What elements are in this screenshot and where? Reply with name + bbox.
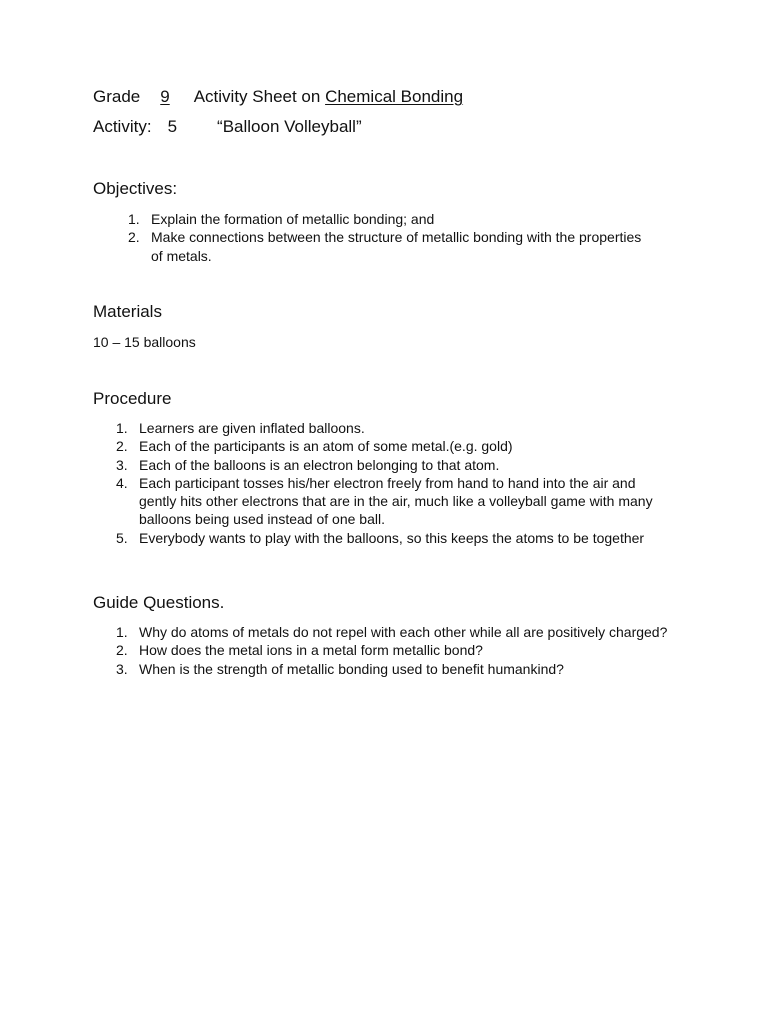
list-item-number: 4.	[116, 474, 128, 491]
list-item-text: Each of the participants is an atom of some metal.(e.g. gold)	[139, 438, 513, 455]
list-item-number: 3.	[116, 660, 128, 677]
list-item-text: Explain the formation of metallic bonding; and	[151, 211, 435, 227]
grade-label: Grade	[93, 87, 141, 106]
materials-heading: Materials	[93, 302, 162, 321]
guide-questions-heading: Guide Questions.	[93, 593, 225, 612]
list-item-number: 2.	[116, 438, 128, 455]
list-item-number: 2.	[116, 642, 128, 659]
list-item-text: Make connections between the structure of metallic bonding with the properties of metals.	[151, 229, 642, 264]
list-item-text: Each of the balloons is an electron belonging to that atom.	[139, 456, 500, 473]
list-item-number: 5.	[116, 529, 128, 546]
list-item-text: Learners are given inflated balloons.	[139, 420, 365, 436]
list-item	[128, 210, 648, 228]
list-item-text: Why do atoms of metals do not repel with each other while all are positively charged?	[139, 624, 668, 640]
procedure-list	[116, 419, 676, 547]
list-item	[128, 228, 648, 265]
procedure-heading: Procedure	[93, 389, 172, 408]
list-item-number: 1.	[128, 211, 140, 227]
activity-number: 5	[167, 117, 178, 136]
list-item-text: Each participant tosses his/her electron freely from hand to hand into the air and gently hits other electrons that are in the air, much like a volleyball game with many balloons being used instead of one ball.	[139, 474, 653, 528]
sheet-label: Activity Sheet on	[193, 87, 321, 106]
list-item-text: Everybody wants to play with the balloons, so this keeps the atoms to be together	[139, 529, 645, 546]
list-item	[116, 660, 676, 678]
list-item	[116, 437, 676, 455]
list-item	[116, 456, 676, 474]
list-item-text: When is the strength of metallic bonding used to benefit humankind?	[139, 660, 564, 677]
header-line-grade	[93, 87, 463, 107]
list-item-text: How does the metal ions in a metal form metallic bond?	[139, 642, 483, 659]
header-line-activity	[93, 117, 362, 137]
list-item-number: 3.	[116, 456, 128, 473]
list-item-number: 2.	[128, 229, 140, 246]
materials-text: 10 – 15 balloons	[93, 334, 196, 350]
activity-label: Activity:	[93, 117, 152, 136]
objectives-list	[128, 210, 648, 265]
list-item	[116, 529, 676, 547]
list-item-number: 1.	[116, 420, 128, 436]
list-item	[116, 474, 676, 529]
grade-value: 9	[160, 87, 170, 106]
guide-questions-list	[116, 623, 676, 678]
list-item	[116, 623, 676, 641]
list-item-number: 1.	[116, 624, 128, 640]
activity-title: “Balloon Volleyball”	[217, 117, 362, 136]
objectives-heading: Objectives:	[93, 179, 178, 198]
list-item	[116, 641, 676, 659]
list-item	[116, 419, 676, 437]
topic-title: Chemical Bonding	[325, 87, 464, 106]
